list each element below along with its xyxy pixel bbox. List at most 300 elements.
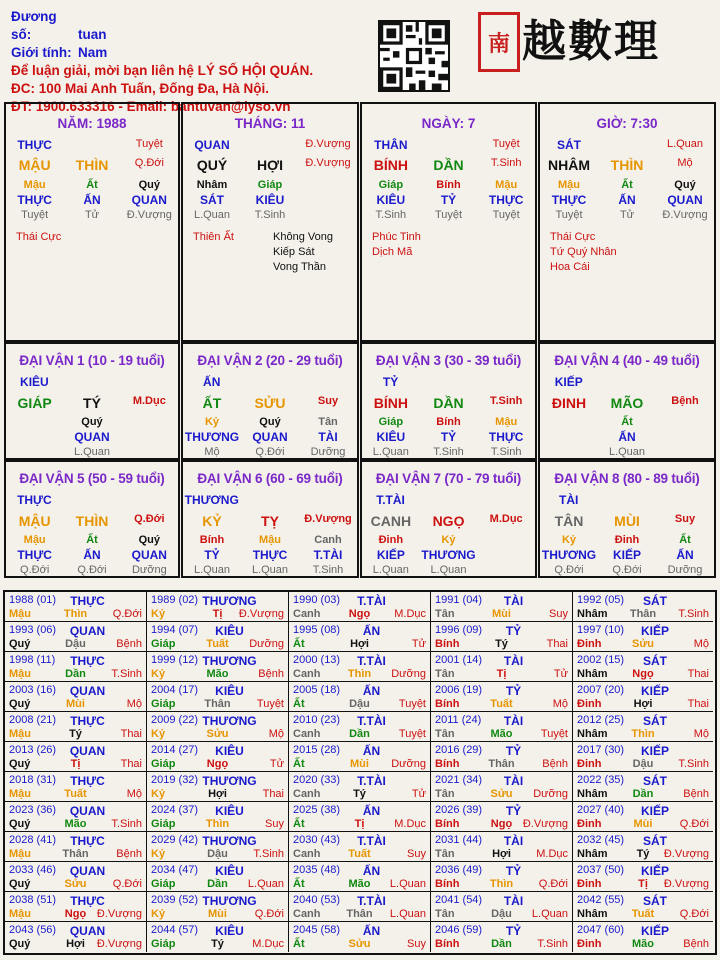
year-stem: Giáp	[151, 878, 176, 890]
dai-van-cell	[121, 416, 178, 428]
year-branch: Dần	[207, 878, 228, 890]
pillar-cell: Q.Đới	[134, 157, 164, 169]
year-god: T.TÀI	[357, 834, 386, 848]
year-label: 2036 (49)	[435, 864, 483, 876]
dai-van-stage-row	[183, 564, 357, 576]
dai-van-ten-god-row	[362, 430, 535, 444]
year-cell	[573, 832, 713, 862]
pillar-cell: T.Sinh	[254, 209, 286, 221]
year-god: SÁT	[643, 894, 667, 908]
year-god: TỶ	[505, 804, 522, 818]
year-cell	[573, 742, 713, 772]
year-god: SÁT	[643, 834, 667, 848]
year-stage: Thai	[262, 788, 284, 800]
year-label: 2025 (38)	[293, 804, 341, 816]
pillar-box	[4, 102, 180, 342]
year-branch: Mão	[490, 728, 513, 740]
pillar-cell	[299, 193, 357, 207]
dai-van-cell: KIẾP	[612, 548, 641, 562]
dai-van-box	[181, 460, 359, 578]
year-god: THƯƠNG	[202, 654, 257, 668]
year-stage: T.Sinh	[537, 938, 568, 950]
year-label: 2017 (30)	[577, 744, 625, 756]
pillar-cell: Tuyệt	[492, 138, 520, 150]
year-branch: Mùi	[208, 908, 227, 920]
year-stage: Tuyệt	[398, 728, 426, 740]
year-stage: M.Dục	[394, 818, 426, 830]
year-label: 2028 (41)	[9, 834, 57, 846]
dai-van-cell: Mộ	[204, 446, 220, 458]
pillar-cell: Đ.Vượng	[305, 157, 351, 169]
year-cell	[289, 682, 431, 712]
year-stage: Dưỡng	[249, 638, 284, 650]
year-stem: Bính	[435, 698, 460, 710]
year-cell	[431, 922, 573, 952]
year-cell	[5, 772, 147, 802]
year-stem: Kỷ	[151, 668, 166, 680]
dai-van-god-row	[183, 493, 357, 507]
year-branch: Sửu	[490, 788, 513, 800]
pillar-cell: MẬU	[18, 157, 51, 173]
dai-van-title: ĐẠI VẬN 4 (40 - 49 tuổi)	[554, 353, 700, 368]
year-branch: Tị	[354, 818, 365, 830]
year-cell	[5, 892, 147, 922]
year-stage: T.Sinh	[678, 608, 709, 620]
year-stem: Giáp	[151, 698, 176, 710]
year-label: 2012 (25)	[577, 714, 625, 726]
year-cell	[289, 742, 431, 772]
year-label: 2015 (28)	[293, 744, 341, 756]
dai-van-cell: L.Quan	[251, 564, 289, 576]
pillar-stars-left	[372, 230, 421, 260]
dai-van-god-row	[183, 375, 357, 389]
pillar-cell: Ất	[621, 179, 633, 191]
year-god: THỰC	[70, 834, 105, 848]
year-god: KIẾP	[640, 624, 669, 638]
year-god: ẤN	[362, 744, 381, 758]
pillar-stars-left	[16, 230, 61, 245]
year-label: 2003 (16)	[9, 684, 57, 696]
year-stage: Đ.Vượng	[238, 608, 284, 620]
dai-van-cell: Mậu	[23, 534, 46, 546]
dai-van-cell: Q.Đới	[77, 564, 107, 576]
year-stage: Mộ	[268, 728, 284, 740]
year-stem: Canh	[293, 788, 321, 800]
year-label: 2019 (32)	[151, 774, 199, 786]
pillar-cell: THỰC	[488, 193, 524, 207]
dai-van-cell: MÃO	[610, 395, 644, 411]
dai-van-cell: T.Sinh	[489, 395, 523, 407]
year-label: 2037 (50)	[577, 864, 625, 876]
dai-van-cell: T.TÀI	[313, 548, 343, 562]
year-cell	[431, 652, 573, 682]
year-stem: Canh	[293, 908, 321, 920]
year-god: QUAN	[69, 624, 106, 638]
year-branch: Tý	[69, 728, 82, 740]
year-cell	[431, 832, 573, 862]
year-stem: Nhâm	[577, 788, 608, 800]
pillar-hidden-god-row	[183, 138, 357, 152]
pillar-cell: Tử	[84, 209, 100, 221]
year-god: SÁT	[643, 594, 667, 608]
pillar-cell	[299, 209, 357, 221]
year-branch: Ngọ	[206, 758, 229, 770]
pillar-cell: Đ.Vượng	[305, 138, 351, 150]
year-cell	[289, 832, 431, 862]
dai-van-god: THỰC	[17, 493, 52, 507]
year-stage: L.Quan	[389, 878, 426, 890]
year-branch: Thân	[629, 608, 657, 620]
year-label: 2031 (44)	[435, 834, 483, 846]
year-stage: Đ.Vượng	[663, 878, 709, 890]
year-stage: Thai	[120, 728, 142, 740]
dai-van-cell	[656, 430, 714, 444]
year-branch: Hợi	[350, 638, 369, 650]
pillar-cell: Giáp	[378, 179, 404, 191]
pillar-stem-branch-row	[6, 157, 178, 173]
pillar-title: NGÀY: 7	[421, 116, 476, 131]
year-stem: Quý	[9, 818, 31, 830]
dai-van-god-row	[362, 375, 535, 389]
dai-van-cell	[6, 446, 63, 458]
dai-van-cell: THỰC	[17, 548, 52, 562]
year-branch: Dần	[632, 788, 654, 800]
year-god: KIẾP	[640, 744, 669, 758]
pillar-ten-god-row	[362, 193, 535, 207]
pillar-cell	[299, 179, 357, 191]
year-label: 1988 (01)	[9, 594, 57, 606]
year-stem: Quý	[9, 938, 31, 950]
dai-van-cell: THƯƠNG	[184, 430, 240, 444]
name-label: Đương số:	[11, 9, 57, 42]
dai-van-cell: Quý	[138, 534, 161, 546]
year-branch: Dậu	[632, 758, 654, 770]
year-god: TÀI	[503, 594, 524, 608]
year-branch: Sửu	[64, 878, 87, 890]
year-cell	[573, 922, 713, 952]
year-cell	[289, 622, 431, 652]
year-label: 2040 (53)	[293, 894, 341, 906]
year-stage: Tử	[411, 788, 426, 800]
dai-van-cell: Q.Đới	[20, 564, 50, 576]
year-stem: Nhâm	[577, 608, 608, 620]
contact-phone-email: ĐT: 1900.633316 - Email: bantuvan@lyso.vn	[11, 99, 291, 114]
dai-van-ten-god-row	[183, 430, 357, 444]
dai-van-god: KIẾP	[554, 375, 583, 389]
year-stage: Thai	[120, 758, 142, 770]
year-branch: Dần	[65, 668, 86, 680]
star-item: Hoa Cái	[550, 261, 590, 273]
pillar-stars-left	[193, 230, 234, 245]
year-branch: Tý	[636, 848, 650, 860]
year-cell	[573, 862, 713, 892]
year-stem: Ất	[293, 878, 305, 890]
year-branch: Mùi	[350, 758, 369, 770]
dai-van-cell: Q.Đới	[612, 564, 642, 576]
year-cell	[289, 652, 431, 682]
year-stage: Tuyệt	[540, 728, 568, 740]
year-label: 2009 (22)	[151, 714, 199, 726]
year-label: 2026 (39)	[435, 804, 483, 816]
year-stem: Kỷ	[151, 848, 166, 860]
year-cell	[573, 892, 713, 922]
year-label: 2024 (37)	[151, 804, 199, 816]
year-cell	[573, 622, 713, 652]
pillar-hidden-god-row	[6, 138, 178, 152]
year-stem: Tân	[435, 848, 455, 860]
year-cell	[573, 772, 713, 802]
dai-van-stage-row	[6, 564, 178, 576]
year-stem: Mậu	[9, 668, 31, 680]
year-stem: Quý	[9, 638, 31, 650]
year-god: TỶ	[505, 744, 522, 758]
year-stage: Suy	[407, 848, 426, 860]
year-cell	[431, 862, 573, 892]
dai-van-cell: Đ.Vượng	[304, 513, 352, 525]
dai-van-cell: L.Quan	[372, 446, 409, 458]
year-stage: Đ.Vượng	[663, 848, 709, 860]
year-label: 2021 (34)	[435, 774, 483, 786]
year-god: TÀI	[503, 774, 524, 788]
dai-van-cell: Ất	[86, 534, 98, 546]
pillar-cell: TỶ	[440, 193, 457, 207]
year-label: 2047 (60)	[577, 924, 625, 936]
pillar-cell	[241, 138, 299, 152]
year-branch: Dậu	[65, 638, 86, 650]
pillar-cell: THỰC	[551, 193, 587, 207]
year-god: KIẾP	[640, 804, 669, 818]
dai-van-cell: L.Quan	[608, 446, 646, 458]
year-cell	[147, 682, 289, 712]
dai-van-stem-branch-row	[540, 513, 714, 529]
year-branch: Dần	[491, 938, 512, 950]
year-label: 2001 (14)	[435, 654, 483, 666]
year-stem: Bính	[435, 818, 460, 830]
year-branch: Thìn	[631, 728, 655, 740]
pillar-cell: Giáp	[257, 179, 283, 191]
dai-van-cell: THƯƠNG	[541, 548, 597, 562]
pillar-box	[360, 102, 537, 342]
year-label: 2011 (24)	[435, 714, 482, 726]
year-god: KIÊU	[215, 684, 244, 698]
year-branch: Mão	[632, 938, 654, 950]
year-cell	[147, 922, 289, 952]
dai-van-cell: TÝ	[83, 395, 101, 411]
dai-van-ten-god-row	[6, 548, 178, 562]
year-god: QUAN	[69, 744, 106, 758]
pillar-cell: ẤN	[83, 193, 101, 207]
year-cell	[431, 742, 573, 772]
year-cell	[5, 652, 147, 682]
year-god: ẤN	[362, 624, 381, 638]
dai-van-title: ĐẠI VẬN 1 (10 - 19 tuổi)	[19, 353, 165, 368]
year-god: TÀI	[503, 894, 524, 908]
year-god: KIÊU	[215, 624, 244, 638]
year-stage: M.Dục	[536, 848, 568, 860]
dai-van-cell: Q.Đới	[255, 446, 285, 458]
year-cell	[431, 802, 573, 832]
year-god: THƯƠNG	[202, 894, 257, 908]
year-label: 2010 (23)	[293, 714, 341, 726]
dai-van-cell: TỶ	[204, 548, 220, 562]
year-god: TÀI	[503, 654, 524, 668]
dai-van-cell: L.Quan	[372, 564, 409, 576]
pillar-hidden-stem-row	[183, 179, 357, 191]
year-stem: Nhâm	[577, 728, 608, 740]
dai-van-cell: Bệnh	[671, 395, 699, 407]
year-label: 1990 (03)	[293, 594, 341, 606]
dai-van-god: T.TÀI	[376, 493, 405, 507]
pillar-cell: Tuyệt	[434, 209, 463, 221]
year-stem: Mậu	[9, 848, 31, 860]
year-label: 2038 (51)	[9, 894, 57, 906]
dai-van-box	[360, 460, 537, 578]
year-stage: Tử	[411, 638, 426, 650]
dai-van-cell	[477, 548, 535, 562]
year-stem: Giáp	[151, 638, 176, 650]
year-god: KIẾP	[640, 684, 669, 698]
pillar-cell: Tuyệt	[21, 209, 49, 221]
year-stage: Suy	[407, 938, 426, 950]
dai-van-god-row	[6, 375, 178, 389]
dai-van-cell: MẬU	[18, 513, 51, 529]
year-branch: Tị	[496, 668, 507, 680]
year-branch: Mão	[348, 878, 371, 890]
pillar-stars-left	[550, 230, 617, 275]
star-item: Phúc Tinh	[372, 231, 421, 243]
dai-van-cell: THỰC	[488, 430, 524, 444]
year-god: SÁT	[643, 774, 667, 788]
year-label: 2045 (58)	[293, 924, 341, 936]
year-stem: Giáp	[151, 758, 176, 770]
dai-van-cell: Ất	[679, 534, 691, 546]
year-cell	[147, 622, 289, 652]
dai-van-god-row	[6, 493, 178, 507]
dai-van-cell: THỰC	[252, 548, 288, 562]
year-branch: Tuất	[206, 638, 229, 650]
pillar-cell	[63, 138, 120, 152]
year-branch: Thìn	[347, 668, 372, 680]
dai-van-cell: Suy	[317, 395, 339, 407]
dai-van-stem-branch-row	[183, 395, 357, 411]
year-stage: Bệnh	[542, 758, 568, 770]
dai-van-box	[538, 460, 716, 578]
year-label: 2041 (54)	[435, 894, 483, 906]
pillar-cell: Đ.Vượng	[126, 209, 172, 221]
dai-van-title: ĐẠI VẬN 8 (80 - 89 tuổi)	[554, 471, 700, 486]
year-stage: Dưỡng	[533, 788, 568, 800]
year-branch: Thân	[346, 908, 373, 920]
year-label: 2046 (59)	[435, 924, 483, 936]
year-stage: T.Sinh	[111, 818, 142, 830]
year-branch: Tuất	[64, 788, 87, 800]
year-branch: Tuất	[348, 848, 371, 860]
year-label: 2043 (56)	[9, 924, 57, 936]
year-label: 1991 (04)	[435, 594, 483, 606]
dai-van-box	[4, 342, 180, 460]
dai-van-cell	[540, 430, 598, 444]
year-branch: Sửu	[631, 638, 655, 650]
year-god: ẤN	[362, 864, 381, 878]
dai-van-hidden-row	[540, 534, 714, 546]
pillar-cell: Nhâm	[196, 179, 228, 191]
contact-invite: Để luận giải, mời bạn liên hệ LÝ SỐ HỘI QUÁN.	[11, 63, 314, 78]
pillar-cell: THỰC	[17, 193, 52, 207]
year-god: THỰC	[70, 714, 105, 728]
dai-van-god-row	[540, 493, 714, 507]
brand-seal: 南	[478, 12, 520, 72]
dai-van-cell: Đinh	[378, 534, 404, 546]
year-cell	[431, 622, 573, 652]
dai-van-cell: MÙI	[614, 513, 640, 529]
year-stage: Dưỡng	[391, 758, 426, 770]
dai-van-stem-branch-row	[362, 513, 535, 529]
dai-van-cell	[540, 446, 598, 458]
pillar-cell: L.Quan	[666, 138, 704, 150]
dai-van-cell: KIẾP	[376, 548, 405, 562]
dai-van-cell: Q.Đới	[134, 513, 165, 525]
dai-van-cell: NGỌ	[432, 513, 465, 529]
dai-van-cell	[6, 430, 63, 444]
pillar-cell: BÍNH	[373, 157, 408, 173]
dai-van-stem-branch-row	[362, 395, 535, 411]
year-stem: Canh	[293, 728, 321, 740]
year-branch: Dần	[349, 728, 370, 740]
year-stage: Suy	[549, 608, 568, 620]
year-stem: Mậu	[9, 728, 31, 740]
pillar-cell: Tử	[619, 209, 635, 221]
dai-van-cell: L.Quan	[73, 446, 111, 458]
year-stage: Tử	[269, 758, 284, 770]
year-cell	[147, 592, 289, 622]
year-label: 2008 (21)	[9, 714, 57, 726]
dai-van-stem-branch-row	[6, 513, 178, 529]
year-stem: Kỷ	[151, 788, 166, 800]
year-branch: Mùi	[492, 608, 511, 620]
year-stem: Ất	[293, 698, 305, 710]
dai-van-title: ĐẠI VẬN 7 (70 - 79 tuổi)	[375, 471, 522, 486]
year-stage: Mộ	[126, 788, 142, 800]
year-stem: Đinh	[577, 938, 602, 950]
dai-van-box	[360, 342, 537, 460]
dai-van-god: TỶ	[382, 375, 399, 389]
dai-van-stem-branch-row	[183, 513, 357, 529]
year-label: 2004 (17)	[151, 684, 199, 696]
dai-van-stage-row	[183, 446, 357, 458]
year-cell	[573, 682, 713, 712]
pillar-cell: Mậu	[558, 179, 580, 191]
dai-van-cell: Mậu	[495, 416, 518, 428]
dai-van-cell: THÌN	[75, 513, 109, 529]
dai-van-title: ĐẠI VẬN 5 (50 - 59 tuổi)	[19, 471, 165, 486]
year-stage: Q.Đới	[679, 908, 709, 920]
year-god: THỰC	[70, 654, 105, 668]
dai-van-stage-row	[540, 564, 714, 576]
dai-van-ten-god-row	[540, 548, 714, 562]
year-label: 1992 (05)	[577, 594, 625, 606]
year-stem: Kỷ	[151, 908, 166, 920]
year-branch: Thân	[488, 758, 515, 770]
year-cell	[5, 592, 147, 622]
year-stage: Q.Đới	[112, 608, 142, 620]
year-stage: Bệnh	[683, 788, 709, 800]
pillar-cell: QUAN	[131, 193, 167, 207]
dai-van-cell: Suy	[674, 513, 696, 525]
dai-van-cell: Q.Đới	[554, 564, 584, 576]
pillar-stage-row	[6, 209, 178, 221]
year-stem: Canh	[293, 668, 321, 680]
pillar-ten-god-row	[6, 193, 178, 207]
